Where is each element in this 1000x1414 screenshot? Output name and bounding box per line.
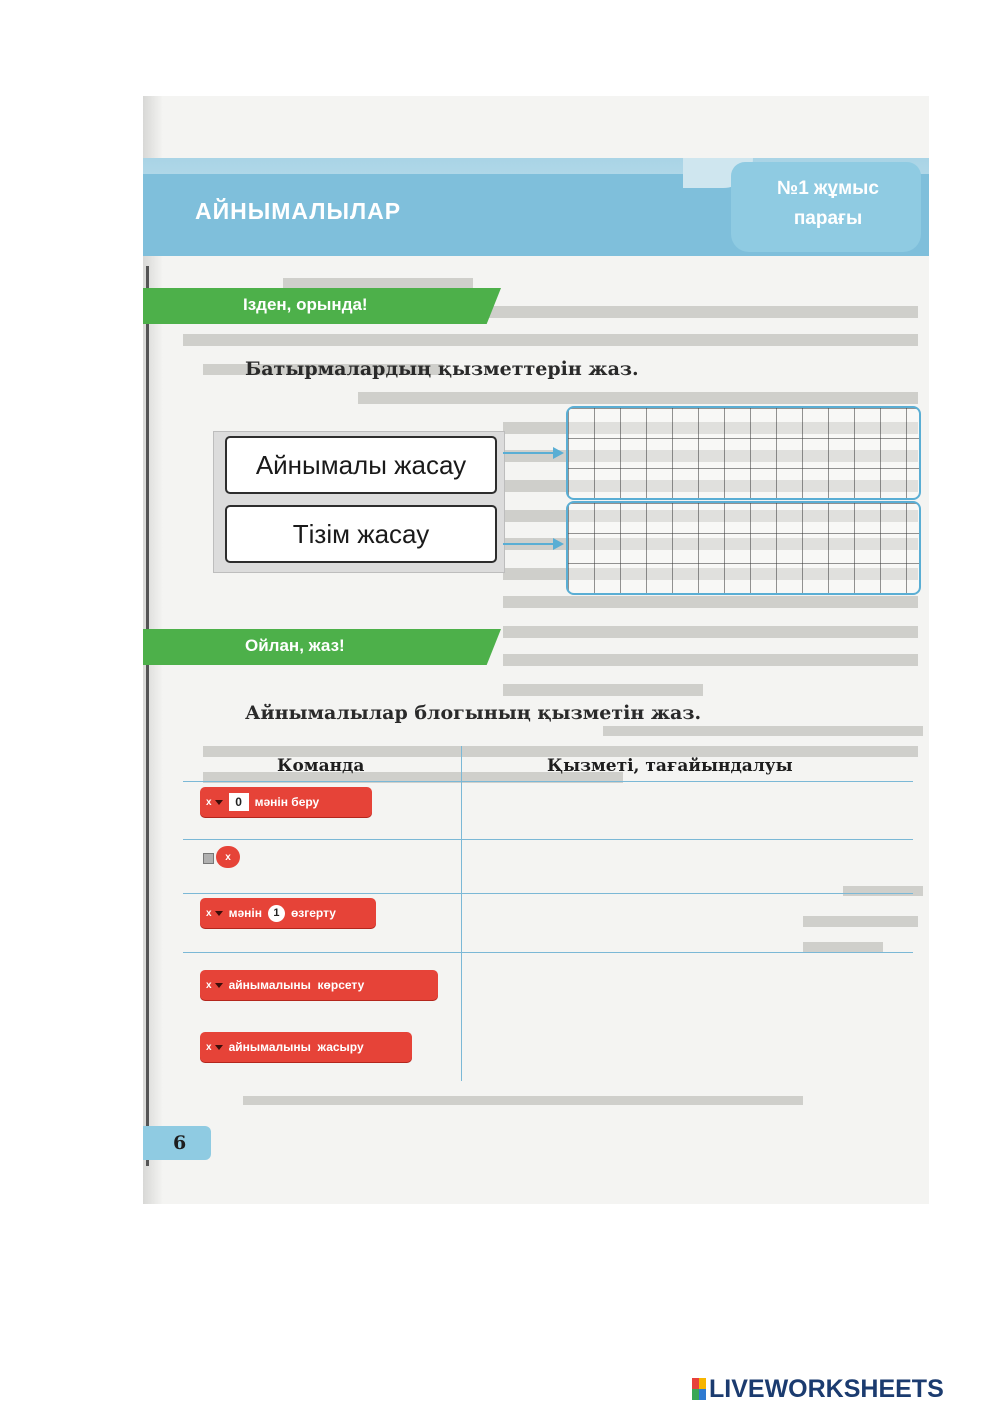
answer-cell-row-1[interactable] <box>465 784 911 837</box>
answer-cell-row-2[interactable] <box>465 842 911 891</box>
table-row-rule <box>183 839 913 840</box>
logo-square <box>699 1378 706 1389</box>
page-number: 6 <box>173 1132 187 1154</box>
reporter-checkbox <box>203 853 214 864</box>
task2-instruction: Айнымалылар блогының қызметін жаз. <box>245 702 702 724</box>
margin-rule <box>146 266 149 1166</box>
logo-square <box>699 1389 706 1400</box>
table-header-rule <box>183 781 913 782</box>
block-label-after: өзгерту <box>290 906 336 920</box>
dropdown-caret-icon <box>215 983 223 988</box>
dropdown-caret-icon <box>215 1045 223 1050</box>
variable-name: x <box>206 907 212 919</box>
block-label: айнымалыны көрсету <box>228 978 365 992</box>
column-header-command: Команда <box>277 756 365 776</box>
block-value: 1 <box>268 905 285 922</box>
variable-reporter-block <box>216 846 240 868</box>
answer-cell-row-3[interactable] <box>465 896 911 950</box>
make-list-button[interactable]: Тізім жасау <box>225 505 497 563</box>
answer-box-make-variable[interactable] <box>566 406 921 500</box>
liveworksheets-logo-icon <box>692 1378 706 1400</box>
dropdown-caret-icon <box>215 800 223 805</box>
show-variable-block <box>200 970 438 1000</box>
liveworksheets-logo <box>692 1374 944 1404</box>
answer-box-make-list[interactable] <box>566 501 921 595</box>
variable-name: x <box>206 979 212 991</box>
block-label: айнымалыны жасыру <box>228 1040 364 1054</box>
block-value: 0 <box>229 793 249 811</box>
variable-name: x <box>225 851 231 863</box>
set-variable-block <box>200 787 372 817</box>
logo-square <box>692 1378 699 1389</box>
worksheet-tab-label: №1 жұмыс парағы <box>777 178 879 229</box>
section-title: АЙНЫМАЛЫЛАР <box>195 198 402 224</box>
block-label-before: мәнін <box>228 906 262 920</box>
hide-variable-block <box>200 1032 412 1062</box>
block-label: мәнін беру <box>254 795 320 809</box>
table-row-rule <box>183 952 913 953</box>
make-variable-button[interactable]: Айнымалы жасау <box>225 436 497 494</box>
arrow-1-line <box>503 452 555 454</box>
liveworksheets-wordmark: LIVEWORKSHEETS <box>709 1374 944 1403</box>
table-column-divider <box>461 746 462 1081</box>
variable-name: x <box>206 1041 212 1053</box>
task2-banner-label: Ойлан, жаз! <box>245 636 345 655</box>
variable-name: x <box>206 796 212 808</box>
dropdown-caret-icon <box>215 911 223 916</box>
table-row-rule <box>183 893 913 894</box>
arrow-2-head <box>553 538 564 550</box>
logo-square <box>692 1389 699 1400</box>
change-variable-block <box>200 898 376 928</box>
task1-banner-label: Ізден, орында! <box>243 295 368 314</box>
scanned-page <box>143 96 929 1204</box>
arrow-2-line <box>503 543 555 545</box>
arrow-1-head <box>553 447 564 459</box>
task1-instruction: Батырмалардың қызметтерін жаз. <box>245 358 639 380</box>
column-header-function: Қызметі, тағайындалуы <box>547 756 793 776</box>
